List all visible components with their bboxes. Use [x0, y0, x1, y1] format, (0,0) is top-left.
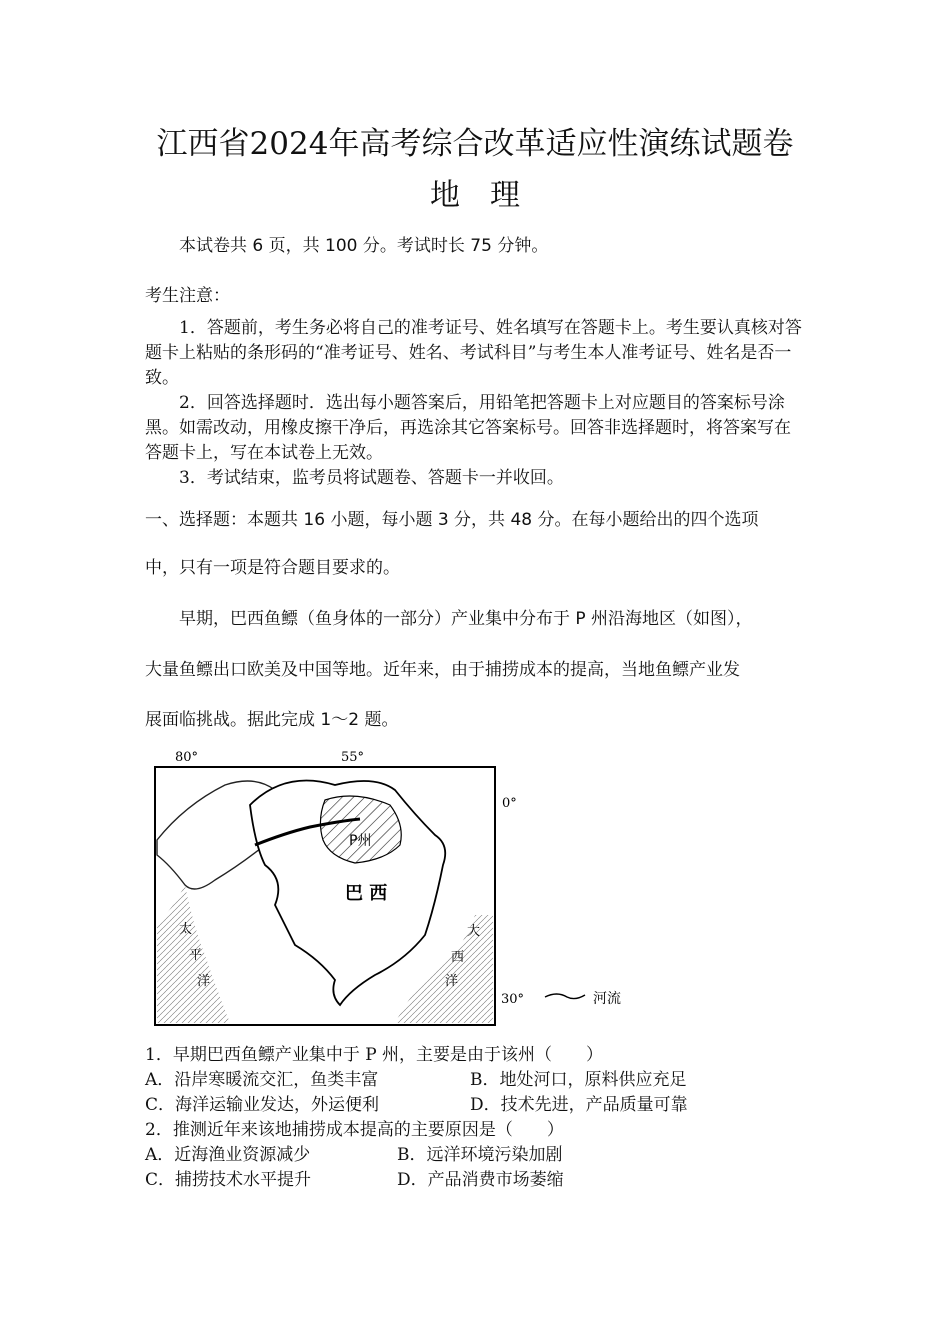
p-state-label: P州 [349, 833, 372, 849]
brazil-map [145, 745, 635, 1035]
notice-item-1: 1．答题前，考生务必将自己的准考证号、姓名填写在答题卡上。考生要认真核对答题卡上粘贴的条形码的“准考证号、姓名、考试科目”与考生本人准考证号、姓名是否一致。 [145, 318, 802, 388]
question-1-option-d: D．技术先进，产品质量可靠 [470, 1095, 688, 1115]
question-1-option-a: A．沿岸寒暖流交汇，鱼类丰富 [145, 1070, 379, 1090]
legend-label: 河流 [593, 991, 621, 1007]
notice-item-2: 2．回答选择题时．选出每小题答案后，用铅笔把答题卡上对应题目的答案标号涂黑。如需改动，用橡皮擦干净后，再选涂其它答案标号。回答非选择题时，将答案写在答题卡上，写在本试卷上无效。 [145, 393, 791, 463]
river-legend-icon [545, 994, 585, 999]
section-heading-line2: 中，只有一项是符合题目要求的。 [145, 558, 400, 578]
question-1-option-b: B．地处河口，原料供应充足 [470, 1070, 687, 1090]
exam-title: 江西省2024年高考综合改革适应性演练试题卷 [156, 126, 794, 162]
passage-line3: 展面临挑战。据此完成 1～2 题。 [145, 710, 399, 730]
exam-info: 本试卷共 6 页，共 100 分。考试时长 75 分钟。 [179, 236, 549, 256]
atlantic-label-3: 洋 [445, 974, 459, 989]
atlantic-label-2: 西 [451, 950, 465, 965]
question-1-stem: 1．早期巴西鱼鳔产业集中于 P 州，主要是由于该州（ ） [145, 1045, 604, 1065]
passage-line1: 早期，巴西鱼鳔（鱼身体的一部分）产业集中分布于 P 州沿海地区（如图）， [179, 609, 753, 629]
question-2-option-b: B．远洋环境污染加剧 [397, 1145, 563, 1165]
lon-label-80: 80° [175, 750, 199, 765]
pacific-label-1: 太 [179, 922, 193, 937]
question-2-option-a: A．近海渔业资源减少 [145, 1145, 311, 1165]
question-2-option-c: C．捕捞技术水平提升 [145, 1170, 312, 1190]
pacific-label-2: 平 [189, 948, 203, 963]
notice-heading: 考生注意： [145, 286, 230, 306]
atlantic-label-1: 大 [467, 924, 481, 939]
question-2-option-d: D．产品消费市场萎缩 [397, 1170, 564, 1190]
pacific-label-3: 洋 [197, 974, 211, 989]
subject-title: 地 理 [430, 178, 520, 213]
question-1-option-c: C．海洋运输业发达，外运便利 [145, 1095, 380, 1115]
passage-line2: 大量鱼鳔出口欧美及中国等地。近年来，由于捕捞成本的提高，当地鱼鳔产业发 [145, 660, 740, 680]
lat-label-0: 0° [502, 796, 517, 811]
section-heading-line1: 一、选择题：本题共 16 小题，每小题 3 分，共 48 分。在每小题给出的四个选项 [145, 510, 759, 530]
notice-item-3: 3．考试结束，监考员将试题卷、答题卡一并收回。 [179, 468, 564, 488]
p-state-area [320, 796, 401, 863]
lon-label-55: 55° [341, 750, 365, 765]
question-2-stem: 2．推测近年来该地捕捞成本提高的主要原因是（ ） [145, 1120, 564, 1140]
country-label: 巴 西 [345, 883, 388, 904]
lat-label-30: 30° [501, 992, 525, 1007]
